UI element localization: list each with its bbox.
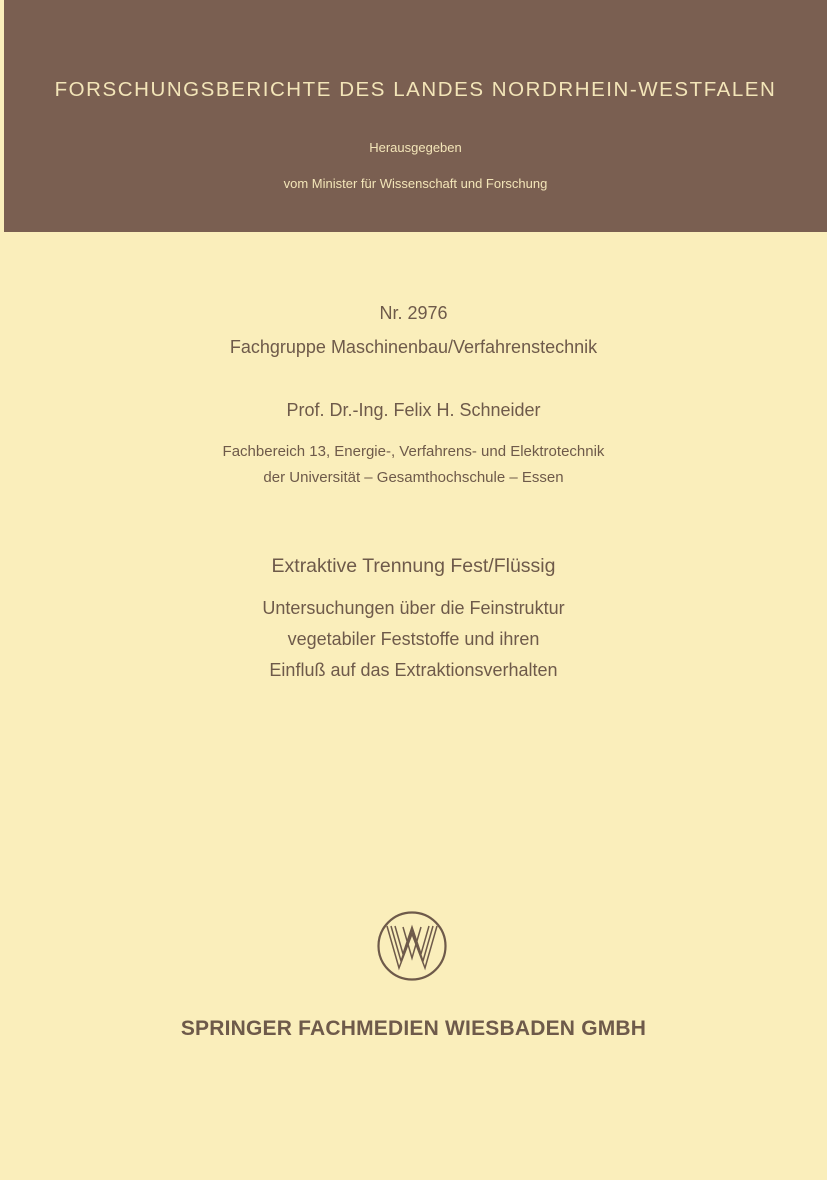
subtitle-line-2: vegetabiler Feststoffe und ihren [287, 629, 540, 649]
author-affiliation-line-1: Fachbereich 13, Energie-, Verfahrens- und Elektrotechnik [222, 443, 605, 460]
publisher-name: SPRINGER FACHMEDIEN WIESBADEN GMBH [180, 1017, 647, 1040]
report-group: Fachgruppe Maschinenbau/Verfahrenstechnik [229, 337, 598, 357]
subtitle-line-1: Untersuchungen über die Feinstruktur [262, 598, 565, 618]
editor-line-2: vom Minister für Wissenschaft und Forschung [283, 176, 548, 191]
series-title: FORSCHUNGSBERICHTE DES LANDES NORDRHEIN-WESTFALEN [54, 78, 777, 101]
springer-vw-logo-icon [376, 910, 448, 982]
header-band [4, 0, 827, 232]
author-name: Prof. Dr.-Ing. Felix H. Schneider [286, 400, 541, 420]
subtitle-line-3: Einfluß auf das Extraktionsverhalten [269, 660, 558, 680]
main-title: Extraktive Trennung Fest/Flüssig [271, 555, 556, 577]
author-affiliation-line-2: der Universität – Gesamthochschule – Essen [263, 469, 564, 486]
report-number: Nr. 2976 [379, 303, 448, 323]
editor-line-1: Herausgegeben [369, 140, 462, 155]
